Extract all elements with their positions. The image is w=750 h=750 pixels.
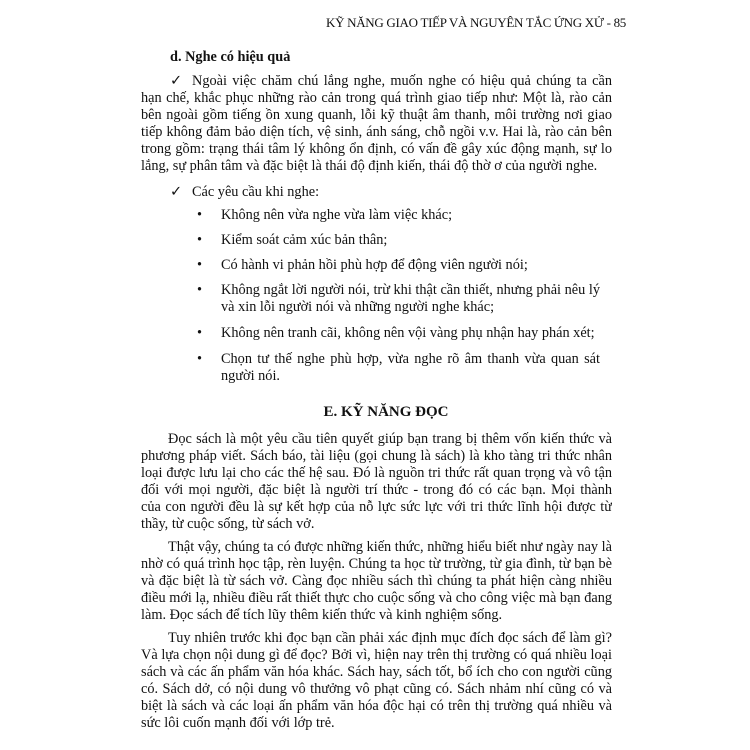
section-e-paragraph [141, 539, 612, 624]
paragraph-line: Đọc sách là một yêu cầu tiên quyết giúp bạn trang bị thêm vốn kiến thức và [168, 431, 612, 447]
section-d-title: d. Nghe có hiệu quả [170, 49, 291, 65]
bullet-text: Không ngắt lời người nói, trừ khi thật cần thiết, nhưng phải nêu lý [221, 282, 600, 298]
paragraph-line: Và lựa chọn nội dung gì để đọc? Bởi vì, hiện nay trên thị trường có quá nhiều loại [141, 647, 612, 663]
bullet-icon: • [197, 325, 203, 341]
paragraph-line: và đặc biệt là từ sách vở. Càng đọc nhiều sách thì chúng ta phát hiện càng nhiều [141, 573, 612, 589]
bullet-item [197, 257, 600, 274]
section-e-paragraph [141, 431, 612, 533]
paragraph-line: có. Sách dở, có nội dung vô thưởng vô phạt cũng có. Sách nhảm nhí cũng có và [141, 681, 612, 697]
paragraph-line: lắng, sự phân tâm và đặc biệt là thái độ định kiến, thái độ thờ ơ của người nghe. [141, 158, 598, 174]
paragraph-line: Thật vậy, chúng ta có được những kiến thức, những hiểu biết như ngày nay là [168, 539, 612, 555]
bullet-text: Không nên tranh cãi, không nên vội vàng phụ nhận hay phán xét; [221, 325, 595, 341]
bullet-icon: • [197, 232, 203, 248]
paragraph-line: biệt là sách và các loại ấn phẩm văn hóa độc hại có trên thị trường quá nhiều và [141, 698, 612, 714]
paragraph-line: loại được lưu lại cho các thế hệ sau. Đó là nguồn tri thức rất quan trọng và vô tận [141, 465, 612, 481]
paragraph-line: trong gồm: trạng thái tâm lý không ổn định, có vấn đề gây xúc động mạnh, sự lo [141, 141, 612, 157]
bullet-item [197, 282, 600, 316]
bullet-text: và xin lỗi người nói và những người nghe khác; [221, 299, 495, 315]
paragraph-line: đối với mọi người, đặc biệt là người trí thức - trong đó có các bạn. Mọi thành [141, 482, 612, 498]
bullet-icon: • [197, 257, 203, 273]
paragraph-line: bên ngoài gồm tiếng ồn xung quanh, lỗi kỹ thuật âm thanh, môi trường nơi giao [141, 107, 612, 123]
bullet-text: Có hành vi phản hồi phù hợp để động viên người nói; [221, 257, 528, 273]
bullet-icon: • [197, 351, 203, 367]
section-e-title: E. KỸ NĂNG ĐỌC [323, 404, 449, 420]
bullet-text: người nói. [221, 368, 280, 384]
bullet-icon: • [197, 282, 203, 298]
paragraph-line: làm. Đọc sách để tích lũy thêm kiến thức và kinh nghiệm sống. [141, 607, 503, 623]
bullet-text: Không nên vừa nghe vừa làm việc khác; [221, 207, 453, 223]
bullet-item [197, 351, 600, 385]
bullet-item [197, 232, 600, 249]
paragraph-line: Tuy nhiên trước khi đọc bạn cần phải xác định mục đích đọc sách để làm gì? [168, 630, 612, 646]
bullet-item [197, 325, 600, 342]
paragraph-line: điều mới lạ, nhiều điều rất thiết thực cho cuộc sống và cho công việc mà bạn đang [141, 590, 612, 606]
check-icon: ✓ [170, 184, 182, 200]
section-e-paragraph [141, 630, 612, 732]
bullet-item [197, 207, 600, 224]
bullet-text: Kiểm soát cảm xúc bản thân; [221, 232, 388, 248]
paragraph-line: thầy, từ cuộc sống, từ sách vở. [141, 516, 315, 532]
paragraph-line: sách và các ấn phẩm văn hóa khác. Sách hay, sách tốt, bổ ích cho con người cũng [141, 664, 612, 680]
running-header: KỸ NĂNG GIAO TIẾP VÀ NGUYÊN TẮC ỨNG XỬ - 85 [326, 15, 627, 30]
bullet-icon: • [197, 207, 203, 223]
paragraph-line: nhờ có quá trình học tập, rèn luyện. Chúng ta học từ trường, từ gia đình, từ bạn bè [141, 556, 612, 572]
paragraph-line: ✓ Ngoài việc chăm chú lắng nghe, muốn nghe có hiệu quả chúng ta cần [170, 73, 612, 89]
section-d-title-block [141, 49, 612, 66]
paragraph-line: của con người đều là sự kết hợp của nỗ lực sức lực với tri thức lĩnh hội được từ [141, 499, 612, 515]
bullet-text: Chọn tư thế nghe phù hợp, vừa nghe rõ âm thanh vừa quan sát [221, 351, 600, 367]
check-icon: ✓ [170, 73, 182, 89]
paragraph-line: sức lôi cuốn mạnh đối với lớp trẻ. [141, 715, 335, 731]
paragraph-line: phương pháp viết. Sách báo, tài liệu (gọi chung là sách) là kho tàng tri thức nhân [141, 448, 612, 464]
section-d-paragraph [141, 73, 612, 175]
requirements-label-block [141, 184, 612, 201]
paragraph-line: hạn chế, khắc phục những rào cản trong quá trình giao tiếp như: Một là, rào cản [141, 90, 612, 106]
paragraph-line: tiếp không đảm bảo diện tích, vệ sinh, ánh sáng, chỗ ngồi v.v. Hai là, rào cản bên [141, 124, 612, 140]
requirements-label: ✓ Các yêu cầu khi nghe: [170, 184, 320, 200]
